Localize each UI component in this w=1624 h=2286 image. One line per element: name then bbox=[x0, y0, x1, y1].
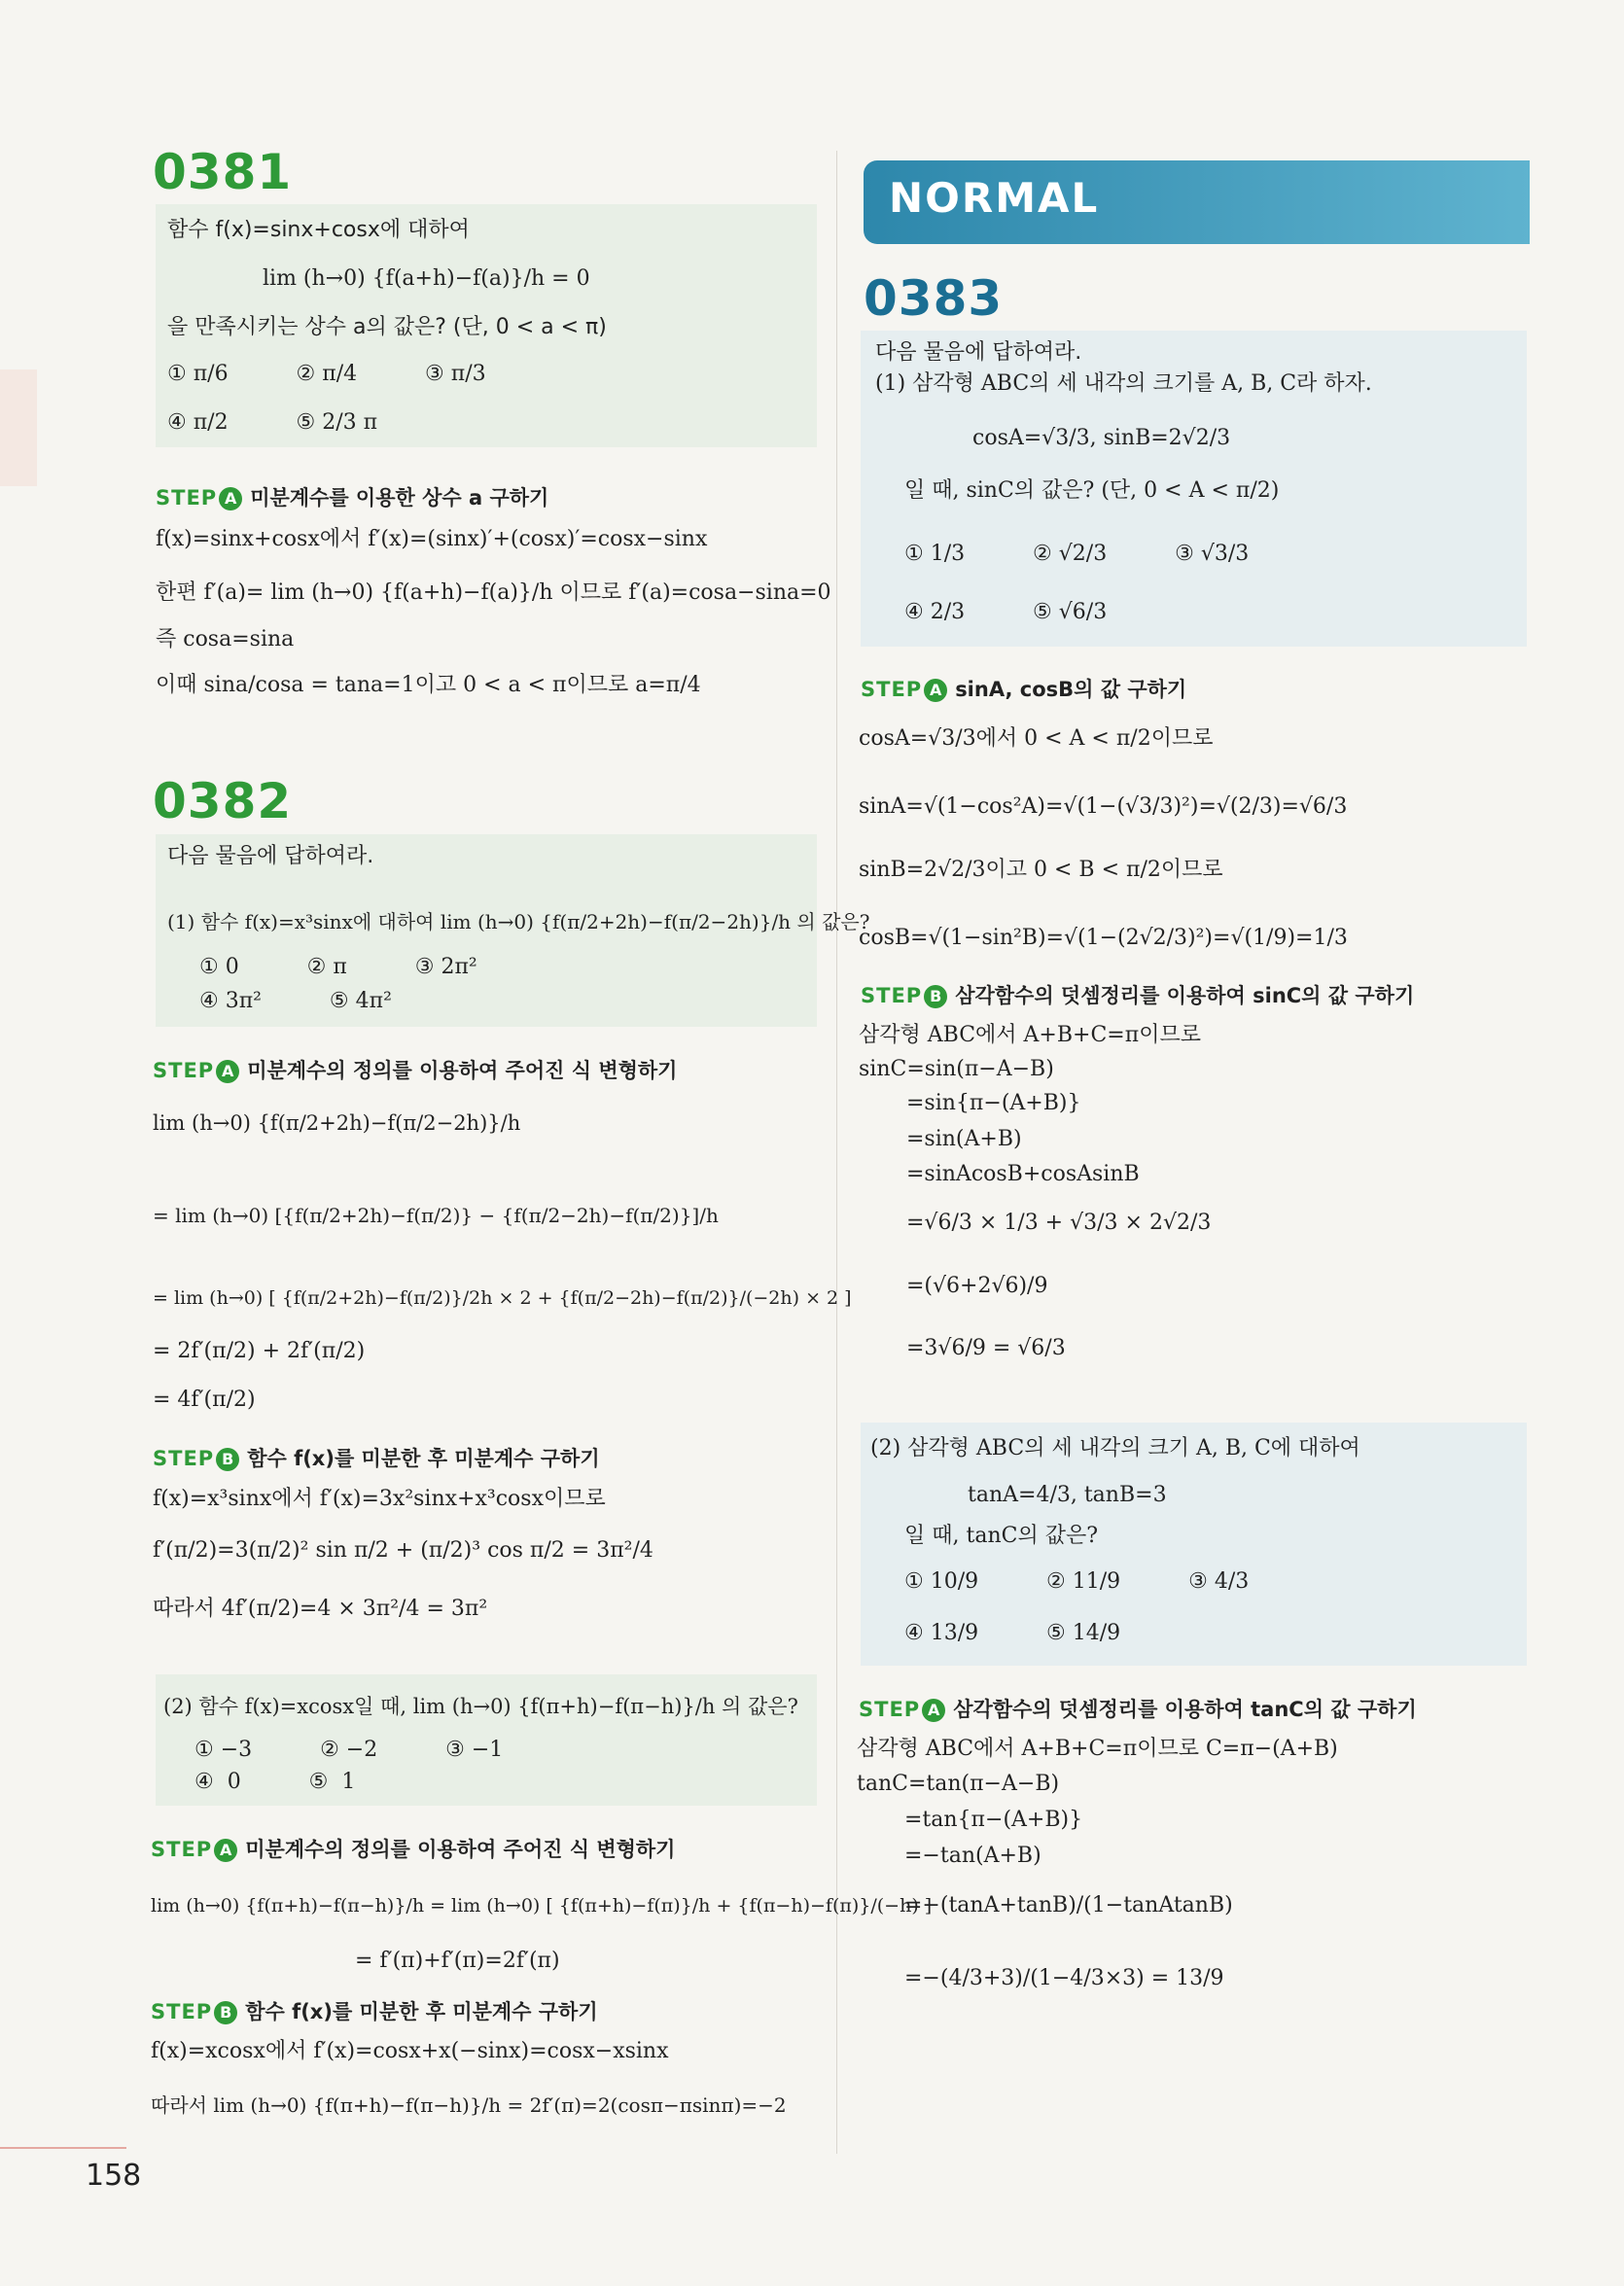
s0383-2a-line-1: 삼각형 ABC에서 A+B+C=π이므로 C=π−(A+B) bbox=[857, 1737, 1338, 1761]
problem-number-0382: 0382 bbox=[153, 773, 293, 829]
problem-number-0383: 0383 bbox=[864, 270, 1004, 327]
s0382-1b-line-3: 따라서 4f′(π/2)=4 × 3π²/4 = 3π² bbox=[153, 1597, 488, 1621]
step-b-0383-1-title: 삼각함수의 덧셈정리를 이용하여 sinC의 값 구하기 bbox=[955, 984, 1415, 1007]
s0383-1a-line-1: cosA=√3/3에서 0 < A < π/2이므로 bbox=[859, 726, 1214, 751]
q0381-line-2: lim (h→0) {f(a+h)−f(a)}/h = 0 bbox=[263, 266, 590, 291]
s0383-2a-line-5: =−(tanA+tanB)/(1−tanAtanB) bbox=[904, 1893, 1233, 1917]
q0382-2-line-1: (2) 함수 f(x)=xcosx일 때, lim (h→0) {f(π+h)−f(π−h)}/h 의 값은? bbox=[163, 1695, 798, 1718]
q0383-2-choices-2: ④ 13/9 ⑤ 14/9 bbox=[904, 1621, 1121, 1645]
q0381-choices-1: ① π/6 ② π/4 ③ π/3 bbox=[167, 362, 486, 386]
s0382-1b-line-1: f(x)=x³sinx에서 f′(x)=3x²sinx+x³cosx이므로 bbox=[153, 1487, 606, 1511]
step-a-0383-2: STEP A 삼각함수의 덧셈정리를 이용하여 tanC의 값 구하기 bbox=[859, 1698, 1417, 1721]
q0383-2-line-1: (2) 삼각형 ABC의 세 내각의 크기 A, B, C에 대하여 bbox=[870, 1436, 1360, 1460]
step-a-0382-2: STEP A 미분계수의 정의를 이용하여 주어진 식 변형하기 bbox=[151, 1838, 676, 1861]
s0382-1a-line-4: = 2f′(π/2) + 2f′(π/2) bbox=[153, 1339, 366, 1363]
s0382-1a-line-1: lim (h→0) {f(π/2+2h)−f(π/2−2h)}/h bbox=[153, 1111, 521, 1135]
q0381-choices-2: ④ π/2 ⑤ 2/3 π bbox=[167, 410, 378, 435]
s0382-1a-line-2: = lim (h→0) [{f(π/2+2h)−f(π/2)} − {f(π/2−2h)−f(π/2)}]/h bbox=[153, 1204, 719, 1227]
page-number: 158 bbox=[86, 2159, 142, 2193]
s0382-2a-line-2: = f′(π)+f′(π)=2f′(π) bbox=[355, 1949, 560, 1973]
s0383-1b-line-5: =sinAcosB+cosAsinB bbox=[906, 1162, 1140, 1186]
step-a-0383-2-title: 삼각함수의 덧셈정리를 이용하여 tanC의 값 구하기 bbox=[953, 1698, 1417, 1721]
s0382-1a-line-3: = lim (h→0) [ {f(π/2+2h)−f(π/2)}/2h × 2 + {f(π/2−2h)−f(π/2)}/(−2h) × 2 ] bbox=[153, 1287, 852, 1309]
q0382-2-choices-2: ④ 0 ⑤ 1 bbox=[194, 1770, 356, 1794]
q0382-1-choices-1: ① 0 ② π ③ 2π² bbox=[199, 955, 477, 979]
s0381-line-4: 이때 sina/cosa = tana=1이고 0 < a < π이므로 a=π/4 bbox=[156, 673, 701, 697]
s0381-line-3: 즉 cosa=sina bbox=[156, 627, 295, 651]
s0383-1a-line-2: sinA=√(1−cos²A)=√(1−(√3/3)²)=√(2/3)=√6/3 bbox=[859, 794, 1348, 819]
s0383-1a-line-4: cosB=√(1−sin²B)=√(1−(2√2/3)²)=√(1/9)=1/3 bbox=[859, 926, 1348, 950]
q0383-2-line-2: tanA=4/3, tanB=3 bbox=[968, 1483, 1167, 1507]
s0383-1b-line-8: =3√6/9 = √6/3 bbox=[906, 1336, 1066, 1360]
q0382-intro: 다음 물음에 답하여라. bbox=[167, 844, 374, 868]
step-a-0382-1: STEP A 미분계수의 정의를 이용하여 주어진 식 변형하기 bbox=[153, 1059, 678, 1082]
step-b-0382-1: STEP B 함수 f(x)를 미분한 후 미분계수 구하기 bbox=[153, 1447, 600, 1470]
s0383-2a-line-4: =−tan(A+B) bbox=[904, 1844, 1041, 1868]
q0383-1-choices-1: ① 1/3 ② √2/3 ③ √3/3 bbox=[904, 542, 1250, 566]
q0382-2-choices-1: ① −3 ② −2 ③ −1 bbox=[194, 1738, 504, 1762]
s0383-1b-line-2: sinC=sin(π−A−B) bbox=[859, 1057, 1054, 1081]
step-a-0382-2-title: 미분계수의 정의를 이용하여 주어진 식 변형하기 bbox=[245, 1838, 676, 1861]
s0383-2a-line-3: =tan{π−(A+B)} bbox=[904, 1808, 1083, 1832]
q0383-intro: 다음 물음에 답하여라. bbox=[875, 340, 1082, 365]
q0383-1-choices-2: ④ 2/3 ⑤ √6/3 bbox=[904, 600, 1108, 624]
s0382-2a-line-1: lim (h→0) {f(π+h)−f(π−h)}/h = lim (h→0) [ {f(π+h)−f(π)}/h + {f(π−h)−f(π)}/(−h) ] bbox=[151, 1895, 933, 1917]
step-b-0382-2: STEP B 함수 f(x)를 미분한 후 미분계수 구하기 bbox=[151, 2000, 598, 2023]
s0383-1b-line-3: =sin{π−(A+B)} bbox=[906, 1091, 1081, 1115]
step-a-0383-1: STEP A sinA, cosB의 값 구하기 bbox=[861, 678, 1187, 701]
normal-banner bbox=[864, 160, 1530, 244]
s0383-2a-line-2: tanC=tan(π−A−B) bbox=[857, 1772, 1060, 1796]
s0382-1a-line-5: = 4f′(π/2) bbox=[153, 1388, 256, 1412]
s0382-2b-line-1: f(x)=xcosx에서 f′(x)=cosx+x(−sinx)=cosx−xsinx bbox=[151, 2039, 669, 2063]
s0383-1a-line-3: sinB=2√2/3이고 0 < B < π/2이므로 bbox=[859, 858, 1223, 882]
step-a-0381-title: 미분계수를 이용한 상수 a 구하기 bbox=[250, 486, 549, 510]
q0383-2-choices-1: ① 10/9 ② 11/9 ③ 4/3 bbox=[904, 1569, 1250, 1594]
step-b-0382-1-title: 함수 f(x)를 미분한 후 미분계수 구하기 bbox=[247, 1447, 600, 1470]
step-a-0383-1-title: sinA, cosB의 값 구하기 bbox=[955, 678, 1187, 701]
s0383-1b-line-7: =(√6+2√6)/9 bbox=[906, 1274, 1048, 1298]
q0383-1-line-1: (1) 삼각형 ABC의 세 내각의 크기를 A, B, C라 하자. bbox=[875, 371, 1372, 396]
q0382-1-choices-2: ④ 3π² ⑤ 4π² bbox=[199, 989, 392, 1013]
normal-banner-label: NORMAL bbox=[889, 174, 1100, 222]
s0383-1b-line-4: =sin(A+B) bbox=[906, 1127, 1022, 1151]
s0381-line-2: 한편 f′(a)= lim (h→0) {f(a+h)−f(a)}/h 이므로 f′(a)=cosa−sina=0 bbox=[156, 580, 831, 605]
problem-number-0381: 0381 bbox=[153, 144, 293, 200]
s0382-2b-line-2: 따라서 lim (h→0) {f(π+h)−f(π−h)}/h = 2f′(π)=2(cosπ−πsinπ)=−2 bbox=[151, 2093, 787, 2117]
step-a-0382-1-title: 미분계수의 정의를 이용하여 주어진 식 변형하기 bbox=[247, 1059, 678, 1082]
s0382-1b-line-2: f′(π/2)=3(π/2)² sin π/2 + (π/2)³ cos π/2 = 3π²/4 bbox=[153, 1538, 653, 1563]
q0381-line-1: 함수 f(x)=sinx+cosx에 대하여 bbox=[167, 218, 470, 242]
q0382-1-line-1: (1) 함수 f(x)=x³sinx에 대하여 lim (h→0) {f(π/2+2h)−f(π/2−2h)}/h 의 값은? bbox=[167, 910, 870, 933]
page-edge-mark bbox=[0, 369, 37, 486]
s0381-line-1: f(x)=sinx+cosx에서 f′(x)=(sinx)′+(cosx)′=cosx−sinx bbox=[156, 527, 708, 551]
q0383-1-line-2: cosA=√3/3, sinB=2√2/3 bbox=[972, 426, 1231, 450]
column-divider bbox=[836, 151, 837, 2154]
q0381-line-3: 을 만족시키는 상수 a의 값은? (단, 0 < a < π) bbox=[167, 315, 607, 339]
q0383-2-line-3: 일 때, tanC의 값은? bbox=[904, 1524, 1098, 1548]
s0383-2a-line-6: =−(4/3+3)/(1−4/3×3) = 13/9 bbox=[904, 1966, 1224, 1990]
s0383-1b-line-6: =√6/3 × 1/3 + √3/3 × 2√2/3 bbox=[906, 1211, 1212, 1235]
step-b-0382-2-title: 함수 f(x)를 미분한 후 미분계수 구하기 bbox=[245, 2000, 598, 2023]
s0383-1b-line-1: 삼각형 ABC에서 A+B+C=π이므로 bbox=[859, 1023, 1201, 1047]
step-b-0383-1: STEP B 삼각함수의 덧셈정리를 이용하여 sinC의 값 구하기 bbox=[861, 984, 1415, 1007]
step-a-0381: STEP A 미분계수를 이용한 상수 a 구하기 bbox=[156, 486, 549, 510]
q0383-1-line-3: 일 때, sinC의 값은? (단, 0 < A < π/2) bbox=[904, 478, 1280, 503]
footer-rule bbox=[0, 2147, 126, 2149]
